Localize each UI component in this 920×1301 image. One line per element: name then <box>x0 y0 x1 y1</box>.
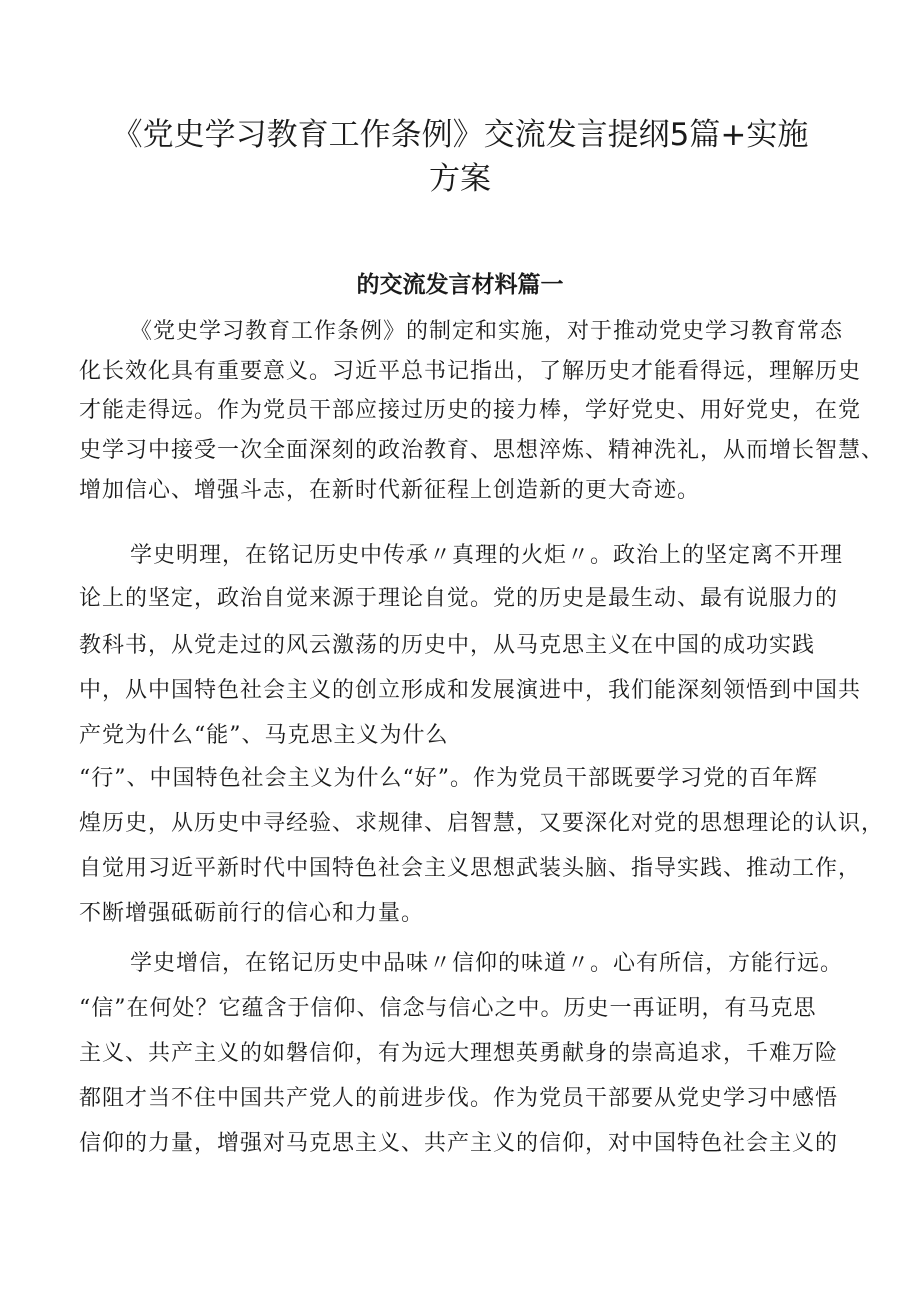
body-line: 史学习中接受一次全面深刻的政治教育、思想淬炼、精神洗礼，从而增长智慧、 <box>79 438 885 463</box>
body-line: 自觉用习近平新时代中国特色社会主义思想武装头脑、指导实践、推动工作， <box>79 856 862 881</box>
body-line: 产党为什么“能”、马克思主义为什么 <box>79 723 449 748</box>
body-line: 论上的坚定，政治自觉来源于理论自觉。党的历史是最生动、最有说服力的 <box>79 586 839 611</box>
body-line: 煌历史，从历史中寻经验、求规律、启智慧，又要深化对党的思想理论的认识， <box>79 811 885 836</box>
body-line: 不断增强砥砺前行的信心和力量。 <box>79 901 425 926</box>
body-line: 化长效化具有重要意义。习近平总书记指出，了解历史才能看得远，理解历史 <box>79 359 862 384</box>
body-line: 学史增信，在铭记历史中品味〃信仰的味道〃。心有所信，方能行远。 <box>130 951 844 976</box>
document-title-line-1: 《党史学习教育工作条例》交流发言提纲5篇+实施 <box>111 117 809 153</box>
body-line: 《党史学习教育工作条例》的制定和实施，对于推动党史学习教育常态 <box>130 319 844 344</box>
body-line: 主义、共产主义的如磐信仰，有为远大理想英勇献身的崇高追求，千难万险 <box>79 1041 839 1066</box>
body-line: 信仰的力量，增强对马克思主义、共产主义的信仰，对中国特色社会主义的 <box>79 1131 839 1156</box>
body-line: 增加信心、增强斗志，在新时代新征程上创造新的更大奇迹。 <box>79 478 701 503</box>
body-line: “行”、中国特色社会主义为什么“好”。作为党员干部既要学习党的百年辉 <box>79 766 818 791</box>
body-line: 学史明理，在铭记历史中传承〃真理的火炬〃。政治上的坚定离不开理 <box>130 543 844 568</box>
body-line: 教科书，从党走过的风云激荡的历史中，从马克思主义在中国的成功实践 <box>79 633 816 658</box>
body-line: 中，从中国特色社会主义的创立形成和发展演进中，我们能深刻领悟到中国共 <box>79 678 862 703</box>
body-line: 才能走得远。作为党员干部应接过历史的接力棒，学好党史、用好党史，在党 <box>79 398 862 423</box>
body-line: 都阻才当不住中国共产党人的前进步伐。作为党员干部要从党史学习中感悟 <box>79 1086 839 1111</box>
section-heading: 的交流发言材料篇一 <box>356 272 564 298</box>
document-title-line-2: 方案 <box>429 161 491 197</box>
body-line: “信”在何处？它蕴含于信仰、信念与信心之中。历史一再证明，有马克思 <box>79 996 817 1021</box>
